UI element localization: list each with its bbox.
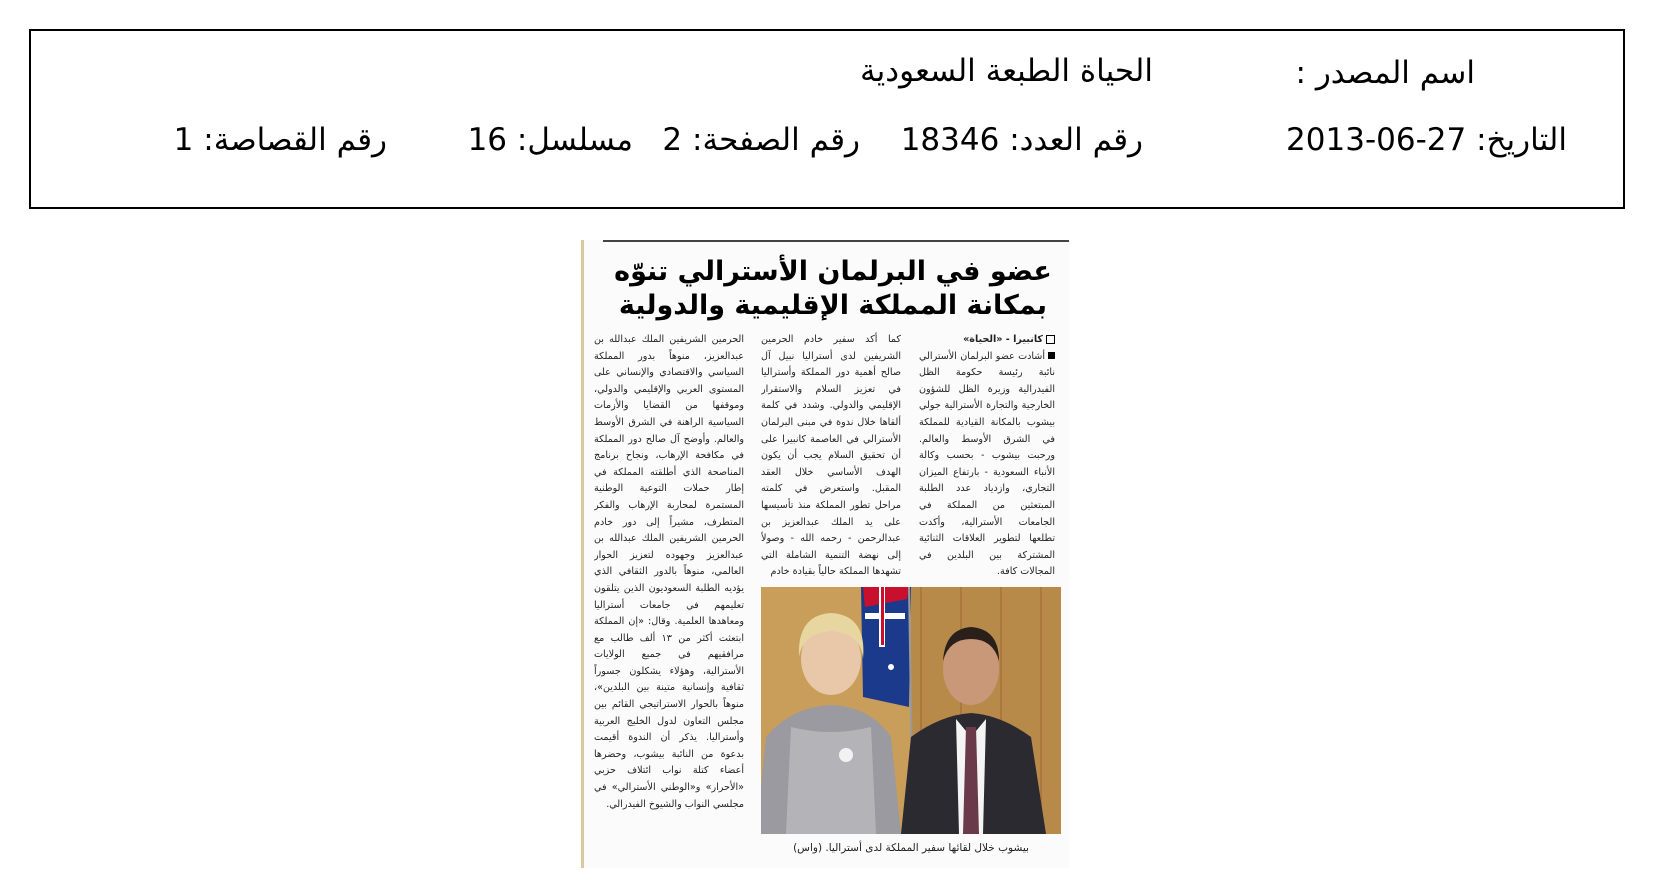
- source-value: الحياة الطبعة السعودية: [860, 53, 1153, 89]
- dateline-square-icon: [1046, 335, 1055, 344]
- column-1-text: أشادت عضو البرلمان الأسترالي نائبة رئيسة حكومة الظل الفيدرالية وزيرة الظل للشؤون الخارجية والتجارة الأسترالية جولي بيشوب بالمكانة القيادية للمملكة في الشرق الأوسط والعالم. ورحبت بيشوب - بحسب وكالة الأنباء السعودية - بارتفاع الميزان التجاري، وازدياد عدد الطلبة المبتعثين من المملكة في الجامعات الأسترالية، وأكدت تطلعها لتطوير العلاقات الثنائية المشتركة بين البلدين في المجالات كافة.: [919, 350, 1055, 578]
- headline-line-1: عضو في البرلمان الأسترالي تنوّه: [614, 256, 1052, 287]
- article-column-3: [594, 332, 744, 858]
- serial-label: مسلسل:: [516, 122, 633, 158]
- source-label: اسم المصدر :: [1295, 55, 1475, 91]
- column-2-text: كما أكد سفير خادم الحرمين الشريفين لدى أستراليا نبيل آل صالح أهمية دور المملكة وأستراليا في تعزيز السلام والاستقرار الإقليمي والدولي. وشدد في كلمة ألقاها خلال ندوة في مبنى البرلمان الأسترالي في العاصمة كانبيرا على أن تحقيق السلام يجب أن يكون الهدف الأساسي خلال العقد المقبل. واستعرض في كلمته مراحل تطور المملكة منذ تأسيسها على يد الملك عبدالعزيز بن عبدالرحمن - رحمه الله - وصولاً إلى نهضة التنمية الشاملة التي تشهدها المملكة حالياً بقيادة خادم: [761, 334, 901, 578]
- date-label: التاريخ:: [1476, 122, 1567, 158]
- newspaper-clipping: [581, 240, 1069, 868]
- article-column-2: [761, 332, 901, 582]
- source-info-box: [29, 29, 1625, 209]
- clip-value: 1: [173, 122, 194, 158]
- clip-side-rule: [581, 240, 584, 868]
- issue-value: 18346: [900, 122, 1000, 158]
- clip-label: رقم القصاصة:: [203, 122, 387, 158]
- article-photo: [761, 587, 1061, 834]
- photo-illustration: [761, 587, 1061, 834]
- photo-caption: بيشوب خلال لقائها سفير المملكة لدى أستراليا. (واس): [793, 842, 1029, 854]
- page-label: رقم الصفحة:: [692, 122, 860, 158]
- dateline: كانبيرا - «الحياة»: [919, 332, 1055, 349]
- date-value: 2013-06-27: [1286, 122, 1467, 158]
- clip-top-rule: [603, 240, 1069, 242]
- page-value: 2: [662, 122, 683, 158]
- column-3-text: الحرمين الشريفين الملك عبدالله بن عبدالعزيز، منوهاً بدور المملكة السياسي والاقتصادي والإنساني على المستوى العربي والإقليمي والدولي، وموقفها من القضايا والأزمات السياسية الراهنة في الشرق الأوسط والعالم. وأوضح آل صالح دور المملكة في مكافحة الإرهاب، ونجاح برنامج المناصحة الذي أطلقته المملكة في إطار حملات التوعية الوطنية المستمرة لمحاربة الإرهاب والفكر المتطرف، مشيراً إلى دور خادم الحرمين الشريفين الملك عبدالله بن عبدالعزيز وجهوده لتعزيز الحوار العالمي، منوهاً بالدور الثقافي الذي يؤديه الطلبة السعوديون الذين يتلقون تعليمهم في جامعات أستراليا ومعاهدها العلمية. وقال: «إن المملكة ابتعثت أكثر من ١٣ ألف طالب مع مرافقيهم في جميع الولايات الأسترالية، وهؤلاء يشكلون جسوراً ثقافية وإنسانية متينة بين البلدين»، منوهاً بالحوار الاستراتيجي القائم بين مجلس التعاون لدول الخليج العربية وأستراليا. يذكر أن الندوة أقيمت بدعوة من النائبة بيشوب، وحضرها أعضاء كتلة نواب ائتلاف حزبي «الأحرار» و«الوطني الأسترالي» في مجلسي النواب والشيوخ الفيدرالي.: [594, 334, 744, 810]
- paragraph-bullet-icon: [1048, 352, 1055, 359]
- serial-value: 16: [467, 122, 508, 158]
- issue-label: رقم العدد:: [1009, 122, 1143, 158]
- headline-line-2: بمكانة المملكة الإقليمية والدولية: [618, 290, 1048, 321]
